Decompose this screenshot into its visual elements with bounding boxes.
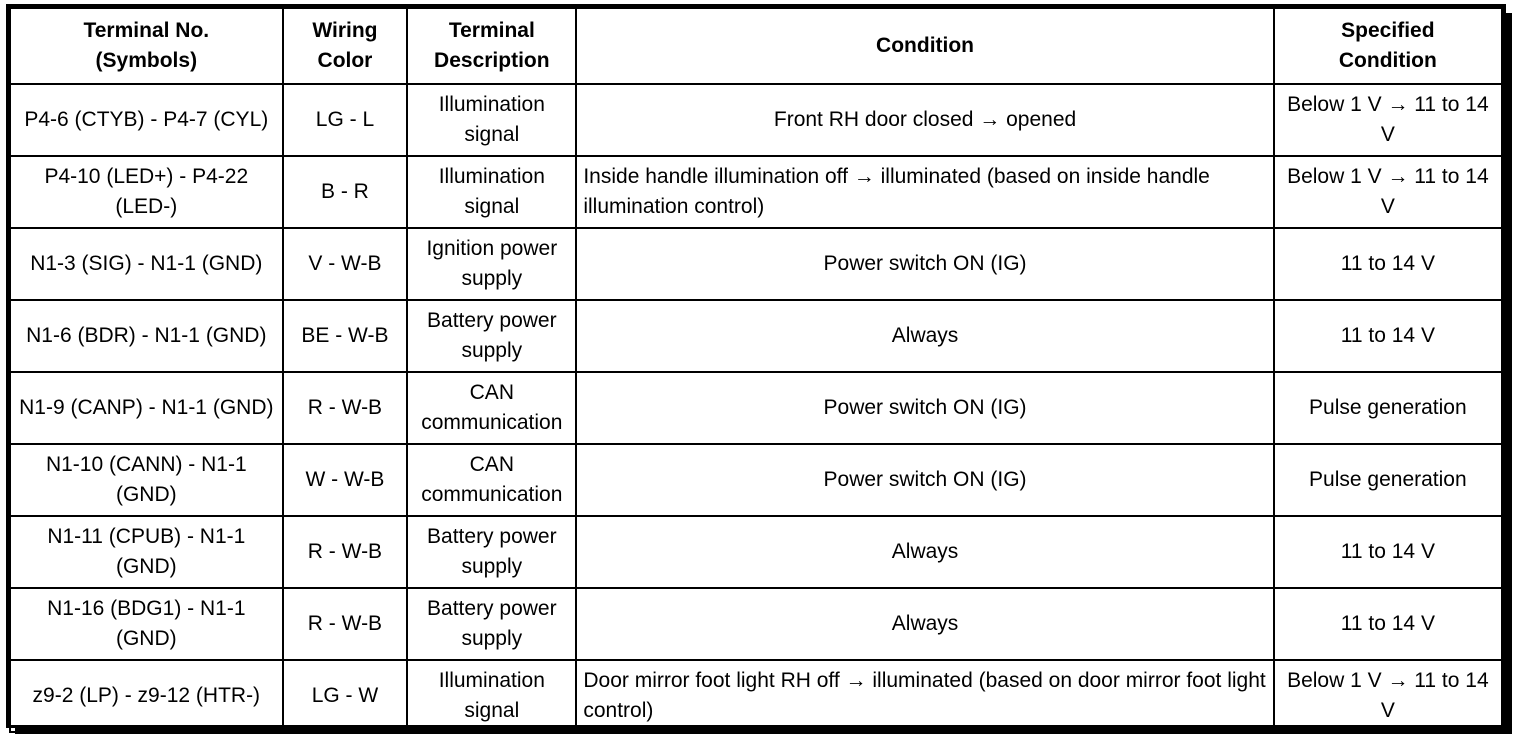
cell-specified: Pulse generation — [1274, 444, 1502, 516]
table-row — [10, 84, 1502, 156]
cell-color: W - W-B — [283, 444, 408, 516]
cell-description: Battery power supply — [407, 300, 576, 372]
table-row — [10, 156, 1502, 228]
cell-description: Ignition power supply — [407, 228, 576, 300]
cell-color: V - W-B — [283, 228, 408, 300]
header-specified-label: Specified Condition — [1338, 19, 1437, 72]
table-frame — [6, 4, 1506, 728]
cell-terminal: N1-16 (BDG1) - N1-1 (GND) — [10, 588, 283, 660]
cell-specified: 11 to 14 V — [1274, 300, 1502, 372]
table-row — [10, 372, 1502, 444]
cell-terminal: z9-2 (LP) - z9-12 (HTR-) — [10, 660, 283, 732]
table-row — [10, 228, 1502, 300]
cell-specified: Below 1 V → 11 to 14 V — [1274, 660, 1502, 732]
cell-color: LG - W — [283, 660, 408, 732]
cell-condition: Power switch ON (IG) — [576, 228, 1273, 300]
cell-specified: 11 to 14 V — [1274, 588, 1502, 660]
cell-color: LG - L — [283, 84, 408, 156]
header-specified — [1274, 8, 1502, 84]
cell-condition: Inside handle illumination off → illuminated (based on inside handle illumination control) — [576, 156, 1273, 228]
cell-condition: Always — [576, 300, 1273, 372]
cell-condition: Power switch ON (IG) — [576, 372, 1273, 444]
cell-terminal: N1-3 (SIG) - N1-1 (GND) — [10, 228, 283, 300]
cell-color: BE - W-B — [283, 300, 408, 372]
cell-specified: 11 to 14 V — [1274, 516, 1502, 588]
cell-condition: Always — [576, 588, 1273, 660]
header-wiring-color-label: Wiring Color — [312, 19, 378, 72]
cell-specified: 11 to 14 V — [1274, 228, 1502, 300]
cell-description: Illumination signal — [407, 156, 576, 228]
cell-terminal: N1-11 (CPUB) - N1-1 (GND) — [10, 516, 283, 588]
cell-color: B - R — [283, 156, 408, 228]
cell-color: R - W-B — [283, 516, 408, 588]
header-description-label: Terminal Description — [434, 19, 550, 72]
cell-description: CAN communication — [407, 444, 576, 516]
cell-description: Battery power supply — [407, 516, 576, 588]
header-row — [10, 8, 1502, 84]
table-row — [10, 516, 1502, 588]
table-row — [10, 444, 1502, 516]
cell-condition: Power switch ON (IG) — [576, 444, 1273, 516]
header-terminal-label: Terminal No. (Symbols) — [83, 19, 210, 72]
cell-description: Illumination signal — [407, 660, 576, 732]
header-wiring-color — [283, 8, 408, 84]
cell-description: CAN communication — [407, 372, 576, 444]
table-row — [10, 660, 1502, 732]
header-terminal — [10, 8, 283, 84]
cell-terminal: N1-10 (CANN) - N1-1 (GND) — [10, 444, 283, 516]
cell-terminal: P4-10 (LED+) - P4-22 (LED-) — [10, 156, 283, 228]
terminal-table — [9, 7, 1503, 733]
cell-condition: Front RH door closed → opened — [576, 84, 1273, 156]
cell-condition: Always — [576, 516, 1273, 588]
table-row — [10, 588, 1502, 660]
header-condition-label: Condition — [876, 34, 975, 57]
cell-terminal: N1-6 (BDR) - N1-1 (GND) — [10, 300, 283, 372]
table-row — [10, 300, 1502, 372]
cell-condition: Door mirror foot light RH off → illuminated (based on door mirror foot light control) — [576, 660, 1273, 732]
cell-terminal: P4-6 (CTYB) - P4-7 (CYL) — [10, 84, 283, 156]
cell-color: R - W-B — [283, 588, 408, 660]
cell-specified: Below 1 V → 11 to 14 V — [1274, 84, 1502, 156]
cell-description: Illumination signal — [407, 84, 576, 156]
cell-description: Battery power supply — [407, 588, 576, 660]
cell-specified: Pulse generation — [1274, 372, 1502, 444]
cell-color: R - W-B — [283, 372, 408, 444]
header-condition — [576, 8, 1273, 84]
cell-terminal: N1-9 (CANP) - N1-1 (GND) — [10, 372, 283, 444]
header-description — [407, 8, 576, 84]
cell-specified: Below 1 V → 11 to 14 V — [1274, 156, 1502, 228]
